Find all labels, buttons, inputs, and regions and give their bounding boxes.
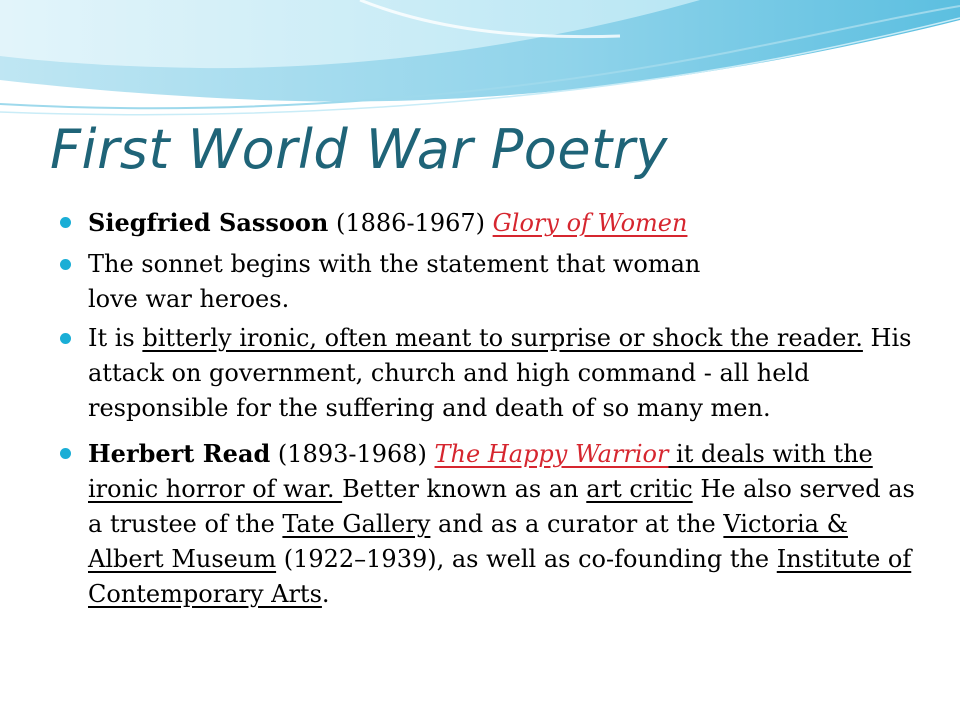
author-dates: (1893-1968) xyxy=(270,440,435,468)
bullet-text: . xyxy=(321,580,330,608)
bullet-continuation xyxy=(60,282,920,317)
bullet-text: His attack on government, church and high command - all held responsible for the suffering and death of so many men. xyxy=(88,324,912,422)
underlined-text: it deals with the ironic horror of war. xyxy=(88,440,873,503)
bullet-text: The sonnet begins with the statement that woman xyxy=(88,250,701,278)
bullet-text: It is xyxy=(88,324,143,352)
author-dates: (1886-1967) xyxy=(328,209,493,237)
bullet-text: and as a curator at the xyxy=(430,510,724,538)
link-victoria-albert-museum[interactable]: Victoria & Albert Museum xyxy=(88,510,848,573)
poem-link-glory-of-women[interactable]: Glory of Women xyxy=(492,209,688,237)
underlined-text: bitterly ironic, often meant to surprise or shock the reader. xyxy=(142,324,863,352)
link-art-critic[interactable]: art critic xyxy=(586,475,693,503)
slide-body xyxy=(60,205,920,612)
slide-title: First World War Poetry xyxy=(50,118,668,181)
bullet-text: He also served as a trustee of the xyxy=(88,475,915,538)
link-tate-gallery[interactable]: Tate Gallery xyxy=(282,510,431,538)
bullet-read xyxy=(60,436,920,612)
poem-link-happy-warrior[interactable]: The Happy Warrior xyxy=(434,440,669,468)
author-name: Herbert Read xyxy=(88,439,271,468)
bullet-irony xyxy=(60,321,920,426)
bullet-dot-icon xyxy=(60,448,71,459)
decorative-wave-header xyxy=(0,0,960,130)
bullet-dot-icon xyxy=(60,333,71,344)
bullet-text: (1922–1939), as well as co-founding the xyxy=(276,545,777,573)
bullet-text: love war heroes. xyxy=(88,285,290,313)
bullet-dot-icon xyxy=(60,217,71,228)
author-name: Siegfried Sassoon xyxy=(88,208,329,237)
bullet-text: Better known as an xyxy=(342,475,587,503)
bullet-sassoon xyxy=(60,205,920,241)
link-institute-contemporary-arts[interactable]: Institute of Contemporary Arts xyxy=(88,545,912,608)
bullet-dot-icon xyxy=(60,259,71,270)
bullet-sonnet xyxy=(60,247,920,282)
